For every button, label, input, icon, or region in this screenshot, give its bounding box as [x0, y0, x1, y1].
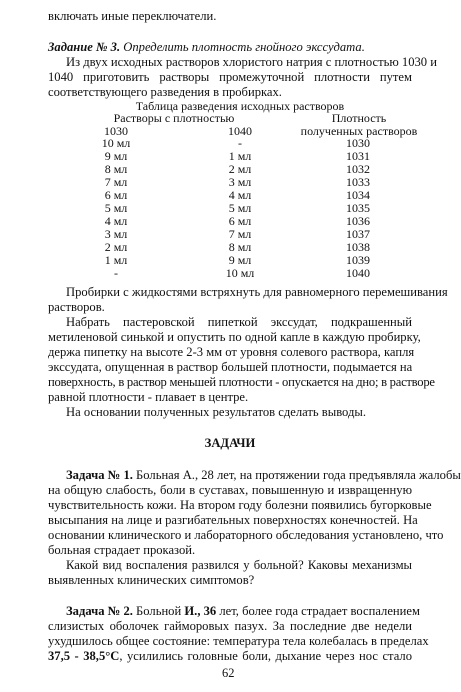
table-cell: 9 мл [228, 253, 252, 267]
table-cell: 6 мл [104, 188, 128, 202]
table-header-solutions: Растворы с плотностью [113, 111, 235, 125]
task1-line-3: чувствительность кожи. На втором году болезни появились бугорковые [48, 498, 432, 512]
table-subheader-1040: 1040 [228, 124, 252, 138]
task3-para-line-1: Из двух исходных растворов хлористого натрия с плотностью 1030 и [66, 55, 437, 69]
table-cell: 5 мл [104, 201, 128, 215]
task1-line-5: основании клинического и лабораторного обследования установлено, что [48, 528, 444, 542]
task1-line-7: Какой вид воспаления развился у больной? Каковы механизмы [66, 558, 412, 572]
table-cell: 1 мл [104, 253, 128, 267]
task3-after-line-3: Набрать пастеровской пипеткой экссудат, подкрашенный [66, 315, 412, 329]
task1-line-6: больная страдает проказой. [48, 543, 196, 557]
task2-name: И., [184, 604, 201, 618]
table-subheader-1030: 1030 [104, 124, 128, 138]
task1-line-1 [66, 468, 461, 483]
table-cell: 5 мл [228, 201, 252, 215]
task3-para-line-2: 1040 приготовить растворы промежуточной плотности путем [48, 70, 412, 84]
tasks-heading: ЗАДАЧИ [204, 436, 256, 450]
table-cell: 1038 [346, 240, 370, 254]
task3-para-line-3: соответствующего разведения в пробирках. [48, 85, 282, 99]
task1-label: Задача № 1. [66, 468, 133, 482]
table-cell: 8 мл [104, 162, 128, 176]
task3-after-line-8: равной плотности - плавает в центре. [48, 390, 249, 404]
table-cell: - [114, 266, 118, 280]
table-cell: 9 мл [104, 149, 128, 163]
task3-after-line-2: растворов. [48, 300, 105, 314]
task3-after-line-7: поверхность, в раствор меньшей плотности - опускается на дно; в растворе [48, 375, 435, 389]
table-cell: 4 мл [104, 214, 128, 228]
task1-line-2: на общую слабость, боли в суставах, повышенную и извращенную [48, 483, 412, 497]
table-cell: 1034 [346, 188, 370, 202]
table-cell: 10 мл [225, 266, 255, 280]
table-cell: 1036 [346, 214, 370, 228]
task2-line-1 [66, 604, 420, 619]
table-cell: 2 мл [228, 162, 252, 176]
task2-line-2: слизистых оболочек гайморовых пазух. За последние две недели [48, 619, 412, 633]
table-title: Таблица разведения исходных растворов [135, 99, 345, 113]
task2-text-2: лет, более года страдает воспалением [216, 604, 420, 618]
table-cell: 10 мл [101, 136, 131, 150]
task3-after-line-4: метиленовой синькой и опустить по одной капле в каждую пробирку, [48, 330, 421, 344]
task3-title [48, 40, 365, 55]
table-cell: 1035 [346, 201, 370, 215]
task2-text-4: , усилились головные боли, дыхание через нос стало [119, 649, 412, 663]
task3-after-line-1: Пробирки с жидкостями встряхнуть для равномерного перемешивания [66, 285, 448, 299]
task3-after-line-9: На основании полученных результатов сделать выводы. [66, 405, 367, 419]
task3-label: Задание № 3. [48, 40, 121, 54]
table-cell: 1037 [346, 227, 370, 241]
table-cell: 2 мл [104, 240, 128, 254]
table-cell: 1040 [346, 266, 370, 280]
table-header-density-2: полученных растворов [300, 124, 418, 138]
task1-line-8: выявленных клинических симптомов? [48, 573, 255, 587]
task1-line-4: высыпания на лице и разгибательных поверхностях конечностей. На [48, 513, 418, 527]
task3-after-line-6: экссудата, опущенная в раствор большей плотности, подымается на [48, 360, 413, 374]
task2-label: Задача № 2. [66, 604, 133, 618]
table-cell: 3 мл [104, 227, 128, 241]
task3-after-line-5: держа пипетку на высоте 2-3 мм от уровня солевого раствора, капля [48, 345, 415, 359]
table-cell: 1039 [346, 253, 370, 267]
table-header-density: Плотность [331, 111, 387, 125]
table-cell: 8 мл [228, 240, 252, 254]
task3-title-text: Определить плотность гнойного экссудата. [120, 40, 365, 54]
task2-temperature: 37,5 - 38,5°С [48, 649, 120, 663]
table-cell: 6 мл [228, 214, 252, 228]
task2-line-3: ухудшилось общее состояние: температура тела колебалась в пределах [48, 634, 429, 648]
table-cell: 7 мл [104, 175, 128, 189]
table-cell: - [238, 136, 242, 150]
table-cell: 1 мл [228, 149, 252, 163]
page-number: 62 [222, 666, 235, 680]
table-cell: 1033 [346, 175, 370, 189]
task1-text: Больная А., 28 лет, на протяжении года предъявляла жалобы [132, 468, 461, 482]
table-cell: 7 мл [228, 227, 252, 241]
task2-age: 36 [203, 604, 217, 618]
task2-text: Больной [132, 604, 185, 618]
table-cell: 3 мл [228, 175, 252, 189]
task2-line-4 [48, 649, 412, 664]
table-cell: 4 мл [228, 188, 252, 202]
table-cell: 1030 [346, 136, 370, 150]
table-cell: 1031 [346, 149, 370, 163]
table-cell: 1032 [346, 162, 370, 176]
intro-line: включать иные переключатели. [48, 9, 217, 23]
